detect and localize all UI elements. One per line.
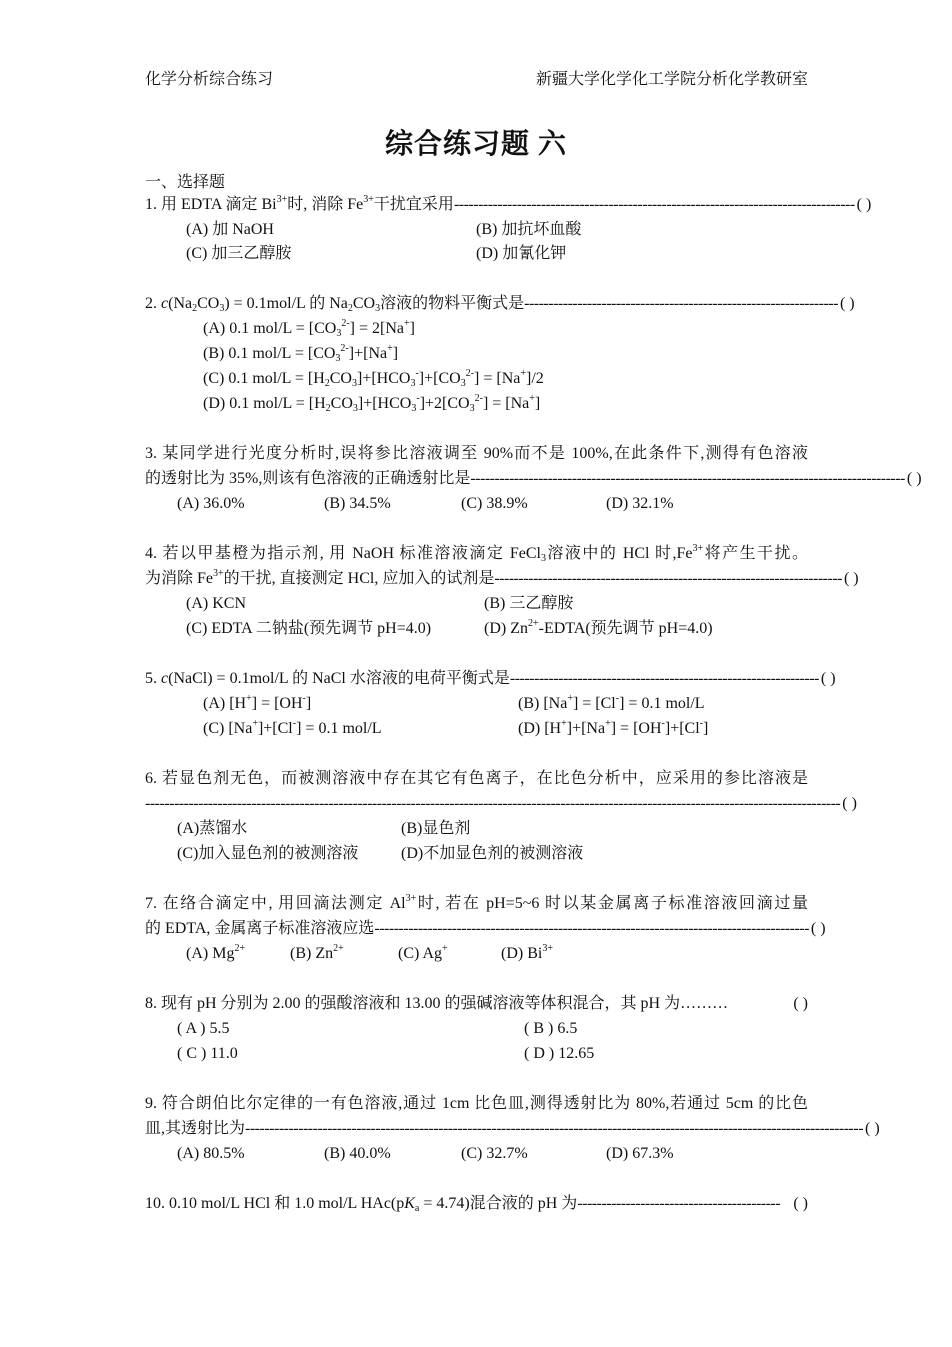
q2-option-a: (A) 0.1 $mol/L = [CO_3^{2-}] = 2[Na^+]$ xyxy=(203,318,415,339)
q1-option-c: (C) 加三乙醇胺 xyxy=(186,245,292,262)
q3-option-d: (D) 32.1% xyxy=(606,495,674,512)
q7-option-b: (B) $Zn^{2+}$ xyxy=(290,943,344,962)
answer-paren: ( ) xyxy=(856,196,872,213)
q6-option-a: (A)蒸馏水 xyxy=(177,820,248,837)
page-title: 综合练习题 六 xyxy=(384,129,567,160)
q1-option-d: (D) 加氰化钾 xyxy=(476,245,567,262)
q7-option-c: (C) Ag+ xyxy=(398,943,448,962)
question-3-line-2: 的透射比为 35%,则该有色溶液的正确透射比是------------------------------------------------------------------------------------------ ( ) xyxy=(145,470,922,487)
q8-option-b: ( B ) 6.5 xyxy=(524,1020,578,1037)
question-3-line-1: 3. 某同学进行光度分析时,误将参比溶液调至 90%而不是 100%,在此条件下,测得有色溶液 xyxy=(145,445,808,462)
q7-option-a: (A) $Mg^{2+}$ xyxy=(186,943,246,962)
q2-option-b: (B) 0.1 $mol/L = [CO_3^{2-}]+[Na^+]$ xyxy=(203,343,399,364)
question-7-line-2: 的 EDTA, 金属离子标准溶液应选------------------------------------------------------------------------------------------ ( ) xyxy=(145,920,826,937)
q2-option-c: (C) 0.1 $mol/L = [H_2CO_3]+[HCO_3^-]+[CO_3^{2-}] = [Na^+]/2$ xyxy=(203,368,544,389)
q5-option-d: (D) [H+]+[Na+] = [OH-]+[Cl-] xyxy=(518,718,709,737)
question-7-line-1: 7. 在络合滴定中, 用回滴法测定 $Al^{3+}$时, 若在 pH=5~6 时以某金属离子标准溶液回滴过量 xyxy=(145,893,808,912)
q8-option-c: ( C ) 11.0 xyxy=(177,1045,238,1062)
header-right: 新疆大学化学化工学院分析化学教研室 xyxy=(535,71,808,88)
question-10: 10. 0.10 mol/L HCl 和 1.0 mol/L $HAc(pK_a = 4.74)$混合液的 pH 为------------------------------------------ ( ) xyxy=(145,1195,808,1214)
q9-option-d: (D) 67.3% xyxy=(606,1145,674,1162)
q6-option-c: (C)加入显色剂的被测溶液 xyxy=(177,845,359,862)
question-6-line-1: 6. 若显色剂无色，而被测溶液中存在其它有色离子，在比色分析中，应采用的参比溶液是 xyxy=(145,770,808,787)
question-4-line-1: 4. 若以甲基橙为指示剂, 用 NaOH 标准溶液滴定 FeCl$_3$溶液中的 HCl 时$,Fe^{3+}$将产生干扰。 xyxy=(145,543,808,564)
q3-option-b: (B) 34.5% xyxy=(324,495,391,512)
section-heading: 一、选择题 xyxy=(145,174,226,191)
q5-option-b: (B) [Na+] = [Cl-] = 0.1 mol/L xyxy=(518,693,705,712)
q4-option-d: (D) $Zn^{2+}-EDTA$(预先调节 pH=4.0) xyxy=(484,618,713,637)
header-left: 化学分析综合练习 xyxy=(145,71,274,88)
question-9-line-1: 9. 符合朗伯比尔定律的一有色溶液,通过 1cm 比色皿,测得透射比为 80%,若通过 5cm 的比色 xyxy=(145,1095,808,1112)
q3-option-c: (C) 38.9% xyxy=(461,495,528,512)
q9-option-b: (B) 40.0% xyxy=(324,1145,391,1162)
q8-option-d: ( D ) 12.65 xyxy=(524,1045,595,1062)
q6-option-b: (B)显色剂 xyxy=(401,820,471,837)
question-5: 5. c(NaCl) = 0.1mol/L 的 NaCl 水溶液的电荷平衡式是---------------------------------------------------------------- ( ) xyxy=(145,670,836,687)
q2-option-d: (D) 0.1 $mol/L = [H_2CO_3]+[HCO_3^-]+2[CO_3^{2-}] = [Na^+]$ xyxy=(203,393,541,414)
q4-option-b: (B) 三乙醇胺 xyxy=(484,595,574,612)
question-9-line-2: 皿,其透射比为-------------------------------------------------------------------------------------------------------------------------------- ( ) xyxy=(145,1120,880,1137)
question-6-line-2: ------------------------------------------------------------------------------------------------------------------------------------------------ ( ) xyxy=(145,795,857,812)
question-4-line-2: 为消除 $Fe^{3+}$的干扰, 直接测定 HCl, 应加入的试剂是------------------------------------------------------------------------ ( ) xyxy=(145,568,859,587)
question-1: 1. 用 EDTA 滴定 $Bi^{3+}$时, 消除 $Fe^{3+}$干扰宜采用----------------------------------------------------------------------------------- ( ) xyxy=(145,194,872,213)
q3-option-a: (A) 36.0% xyxy=(177,495,245,512)
q9-option-c: (C) 32.7% xyxy=(461,1145,528,1162)
q8-option-a: ( A ) 5.5 xyxy=(177,1020,230,1037)
q1-option-b: (B) 加抗坏血酸 xyxy=(476,221,582,238)
q4-option-c: (C) EDTA 二钠盐(预先调节 pH=4.0) xyxy=(186,620,432,637)
q7-option-d: (D) $Bi^{3+}$ xyxy=(501,943,553,962)
q5-option-c: (C) [Na+]+[Cl-] = 0.1 mol/L xyxy=(203,718,382,737)
q1-option-a: (A) 加 NaOH xyxy=(186,221,274,238)
q9-option-a: (A) 80.5% xyxy=(177,1145,245,1162)
q5-option-a: (A) [H+] = [OH-] xyxy=(203,693,312,712)
q4-option-a: (A) KCN xyxy=(186,595,246,612)
question-8: 8. 现有 pH 分别为 2.00 的强酸溶液和 13.00 的强碱溶液等体积混合，其 pH 为……… ( ) xyxy=(145,995,808,1012)
q6-option-d: (D)不加显色剂的被测溶液 xyxy=(401,845,584,862)
question-2: 2. $c(Na_2CO_3) = 0.1mol/L$ 的 $Na_2CO_3$溶液的物料平衡式是----------------------------------------------------------------- ( ) xyxy=(145,295,855,314)
